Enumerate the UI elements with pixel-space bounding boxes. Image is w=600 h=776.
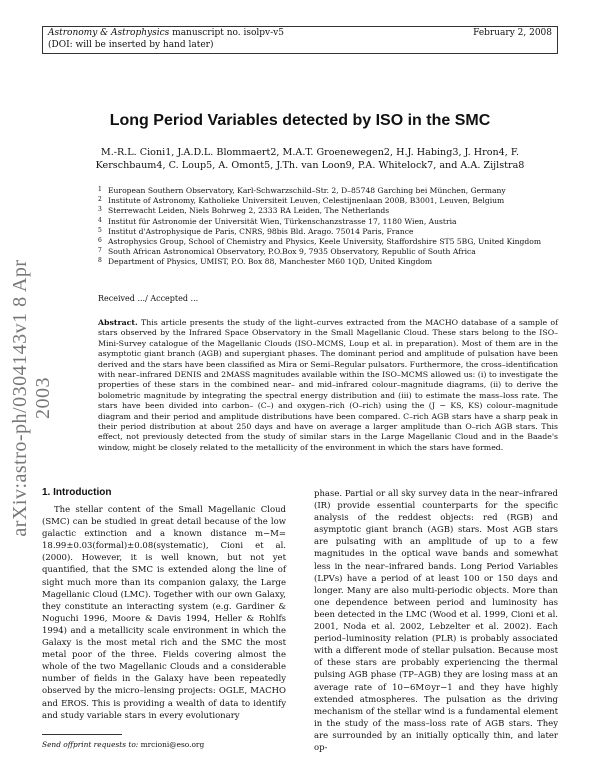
affiliation: 5 Institut d'Astrophysique de Paris, CNRS, 98bis Bld. Arago. 75014 Paris, France: [98, 226, 414, 236]
footnote-rule: [42, 734, 122, 735]
manuscript-id: manuscript no. isolpv-v5: [172, 28, 284, 38]
affiliation: 3 Sterrewacht Leiden, Niels Bohrweg 2, 2333 RA Leiden, The Netherlands: [98, 206, 390, 216]
affiliation: 4 Institut für Astronomie der Universität Wien, Türkenschanzstrasse 17, 1180 Wien, Austria: [98, 216, 457, 226]
journal-name: Astronomy & Astrophysics: [48, 28, 170, 38]
running-header: [48, 27, 284, 51]
affiliation: 6 Astrophysics Group, School of Chemistry and Physics, Keele University, Staffordshire ST5 5BG, United Kingdom: [98, 237, 542, 247]
affiliation: 2 Institute of Astronomy, Katholieke Universiteit Leuven, Celestijnenlaan 200B, B3001, Leuven, Belgium: [98, 196, 505, 206]
header-date: February 2, 2008: [473, 28, 552, 38]
affiliation: 1 European Southern Observatory, Karl-Schwarzschild–Str. 2, D–85748 Garching bei München, Germany: [98, 186, 506, 195]
affiliation: 7 South African Astronomical Observatory, P.O.Box 9, 7935 Observatory, Republic of South Africa: [98, 247, 476, 257]
author-list: M.-R.L. Cioni1, J.A.D.L. Blommaert2, M.A.T. Groenewegen2, H.J. Habing3, J. Hron4, F. Kerschbaum4, C. Loup5, A. Omont5, J.Th. van Loon9, P.A. Whitelock7, and A.A. Zijlstra8: [95, 147, 525, 171]
abstract-label: Abstract.: [98, 318, 138, 327]
doi-note: (DOI: will be inserted by hand later): [48, 40, 214, 50]
contact-email[interactable]: mrcioni@eso.org: [140, 740, 205, 749]
footnote: [42, 740, 204, 749]
abstract-text: This article presents the study of the light–curves extracted from the MACHO database of a sample of stars observed by the Infrared Space Observatory in the Small Magellanic Cloud. These stars belong to the ISO–Mini-Survey catalogue of the Magellanic Clouds (ISO–MCMS, Loup et al. in preparation). Most of them are in the asymptotic giant branch (AGB) and supergiant phases. The dominant period and amplitude of pulsation have been derived and the stars have been classified as Mira or Semi–Regular pulsators. Furthermore, the cross–identification with near–infrared DENIS and 2MASS magnitudes available within the ISO–MCMS allowed us: (i) to investigate the properties of these stars in the combined near– and mid–infrared colour–magnitude diagrams, (ii) to derive the bolometric magnitude by integrating the spectral energy distribution and (iii) to estimate the mass–loss rate. The stars have been divided into carbon– (C–) and oxygen–rich (O–rich) using the (J − KS, KS) colour–magnitude diagram and their period and amplitude distributions have been compared. C–rich AGB stars have a sharp peak in their period distribution at about 250 days and have on average a larger amplitude than O–rich AGB stars. This effect, not previously detected from the study of similar stars in the Large Magellanic Cloud and in the Baade's window, might be closely related to the metallicity of the environment in which the stars have formed.: [98, 318, 559, 452]
affiliation-list: [98, 186, 558, 268]
section-heading: 1. Introduction: [42, 487, 112, 498]
paper-title: Long Period Variables detected by ISO in the SMC: [109, 112, 491, 129]
received-line: Received .../ Accepted ...: [98, 294, 199, 303]
body-column-right: phase. Partial or all sky survey data in the near–infrared (IR) provide essential counterparts for the specific analysis of the reddest objects: red (RGB) and asymptotic giant branch (AGB) stars. Most AGB stars are pulsating with an amplitude of up to a few magnitudes in the optical wave bands and somewhat less in the near–infrared bands. Long Period Variables (LPVs) have a period of at least 100 or 150 days and longer. Many are also multi-periodic objects. More than one dependence between period and luminosity has been detected in the LMC (Wood et al. 1999, Cioni et al. 2001, Noda et al. 2002, Lebzelter et al. 2002). Each period–luminosity relation (PLR) is probably associated with a different mode of stellar pulsation. Because most of these stars are probably experiencing the thermal pulsing AGB phase (TP–AGB) they are losing mass at an average rate of 10−6M⊙yr−1 and they have highly extended atmospheres. The pulsation as the driving mechanism of the stellar wind is a fundamental element in the study of the mass–loss rate of AGB stars. They are surrounded by an initially optically thin, and later op-: [314, 489, 558, 753]
body-column-left: The stellar content of the Small Magellanic Cloud (SMC) can be studied in great detail because of the low galactic extinction and a known distance m−M= 18.99±0.03(formal)±0.08(systematic), Cioni et al. (2000). However, it is well known, but not yet quantified, that the SMC is extended along the line of sight much more than its companion galaxy, the Large Magellanic Cloud (LMC). Together with our own Galaxy, they constitute an interacting system (e.g. Gardiner & Noguchi 1996, Moore & Davis 1994, Heller & Rohlfs 1994) and a metallicity scale environment in which the Galaxy is the most metal rich and the SMC the most metal poor of the three. Fields covering almost the whole of the two Magellanic Clouds and a considerable number of fields in the Galaxy have been repeatedly observed by the micro–lensing projects: OGLE, MACHO and EROS. This is providing a wealth of data to identify and study variable stars in every evolutionary: [42, 505, 286, 721]
footnote-label: Send offprint requests to:: [42, 740, 139, 749]
arxiv-stamp[interactable]: arXiv:astro-ph/0304143v1 8 Apr 2003: [9, 259, 54, 537]
abstract: [98, 318, 558, 453]
affiliation: 8 Department of Physics, UMIST, P.O. Box 88, Manchester M60 1QD, United Kingdom: [98, 257, 433, 267]
